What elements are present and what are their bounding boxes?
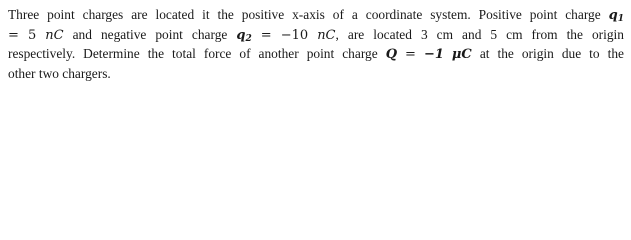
line3-text-a: respectively. Determine the total force of another point charge [8, 46, 378, 61]
q1-symbol: $q_1$ [608, 8, 624, 24]
Q-value: −1 [423, 47, 444, 62]
q2-unit: nC [317, 27, 336, 43]
q1-equals: = [8, 27, 19, 43]
q2-subscript: 2 [245, 33, 252, 44]
q2-value: −10 [280, 27, 309, 43]
q2-symbol: $q_2$ [236, 27, 252, 44]
problem-statement [8, 6, 624, 83]
q1-value: 5 [27, 27, 37, 43]
line3-text-b: at the origin due to the [479, 46, 624, 61]
line1-text: Three point charges are located it the positive x-axis of a coordinate system. Positive point charge [8, 7, 601, 22]
Q-equals: = [405, 47, 416, 62]
problem-line-4 [8, 65, 624, 84]
q1-subscript: 1 [617, 14, 624, 24]
q2-equals: = [260, 27, 272, 43]
problem-line-3 [8, 45, 624, 65]
problem-page [0, 0, 631, 91]
problem-line-2 [8, 26, 624, 46]
q1-unit: nC [45, 27, 64, 43]
Q-symbol: Q [385, 47, 398, 62]
Q-unit: μC [451, 47, 472, 62]
problem-line-1 [8, 6, 624, 26]
line2-text-a: and negative point charge [72, 26, 228, 42]
line4-text: other two chargers. [8, 65, 111, 81]
line2-text-b: , are located 3 cm and 5 cm from the origin [335, 26, 624, 42]
